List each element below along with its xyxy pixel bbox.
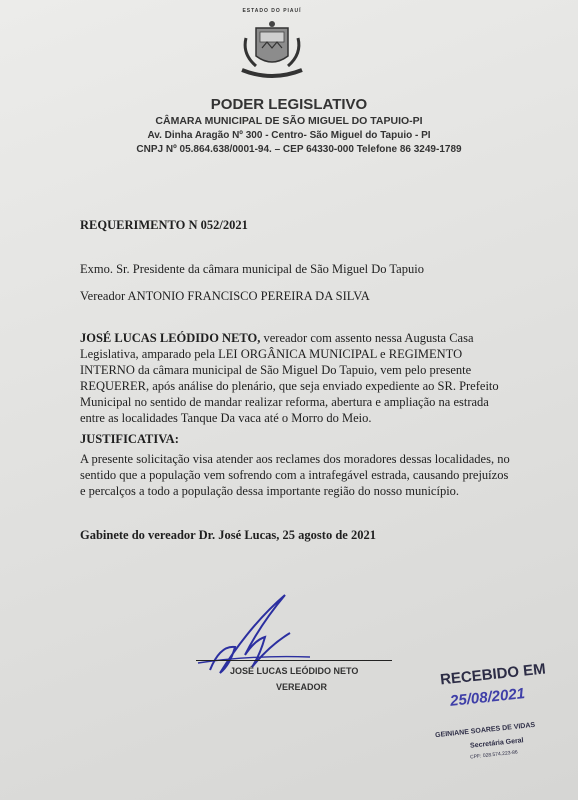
receiver-cpf: CPF: 028.574.223-86 — [469, 749, 518, 761]
crest-label: ESTADO DO PIAUÍ — [242, 8, 302, 14]
request-number: REQUERIMENTO N 052/2021 — [80, 218, 248, 232]
addressee-line: Vereador ANTONIO FRANCISCO PEREIRA DA SILVA — [80, 289, 370, 303]
signer-role: VEREADOR — [276, 682, 328, 692]
received-stamp-date: 25/08/2021 — [449, 685, 526, 710]
received-stamp-label: RECEBIDO EM — [439, 660, 547, 689]
greeting-line: Exmo. Sr. Presidente da câmara municipal de São Miguel Do Tapuio — [80, 262, 424, 276]
letterhead-title: PODER LEGISLATIVO — [210, 96, 368, 113]
crest-emblem-icon — [232, 8, 312, 84]
signer-name: JOSÉ LUCAS LEÓDIDO NETO — [230, 666, 359, 676]
letterhead-address: Av. Dinha Aragão Nº 300 - Centro- São Miguel do Tapuio - PI — [147, 130, 431, 141]
request-body — [80, 330, 510, 426]
request-body-text: vereador com assento nessa Augusta Casa Legislativa, amparado pela LEI ORGÂNICA MUNICIPAL e REGIMENTO INTERNO da câmara municipal de São Miguel Do Tapuio, vem pelo presente REQUERER, após análise do plenário, que seja enviado expediente ao SR. Prefeito Municipal no sentido de mandar realizar reforma, abertura e ampliação na estrada entre as localidades Tanque Da vaca até o Morro do Meio. — [80, 331, 499, 425]
coat-of-arms-logo — [232, 8, 312, 84]
receiver-role: Secretária Geral — [469, 737, 524, 750]
author-name: JOSÉ LUCAS LEÓDIDO NETO, — [80, 331, 261, 345]
letterhead-ids: CNPJ Nº 05.864.638/0001-94. – CEP 64330-000 Telefone 86 3249-1789 — [136, 144, 462, 155]
closing-line: Gabinete do vereador Dr. José Lucas, 25 agosto de 2021 — [80, 528, 376, 542]
justification-heading: JUSTIFICATIVA: — [80, 432, 179, 446]
signature-line — [196, 660, 392, 661]
justification-text: A presente solicitação visa atender aos reclames dos moradores dessas localidades, no sentido que a população vem sofrendo com a intrafegável estrada, causando prejuízos e percalços a todo a população dessa importante região do nosso município. — [80, 452, 510, 498]
letterhead-chamber: CÂMARA MUNICIPAL DE SÃO MIGUEL DO TAPUIO-PI — [155, 115, 423, 127]
receiver-name: GEINIANE SOARES DE VIDAS — [434, 721, 536, 740]
